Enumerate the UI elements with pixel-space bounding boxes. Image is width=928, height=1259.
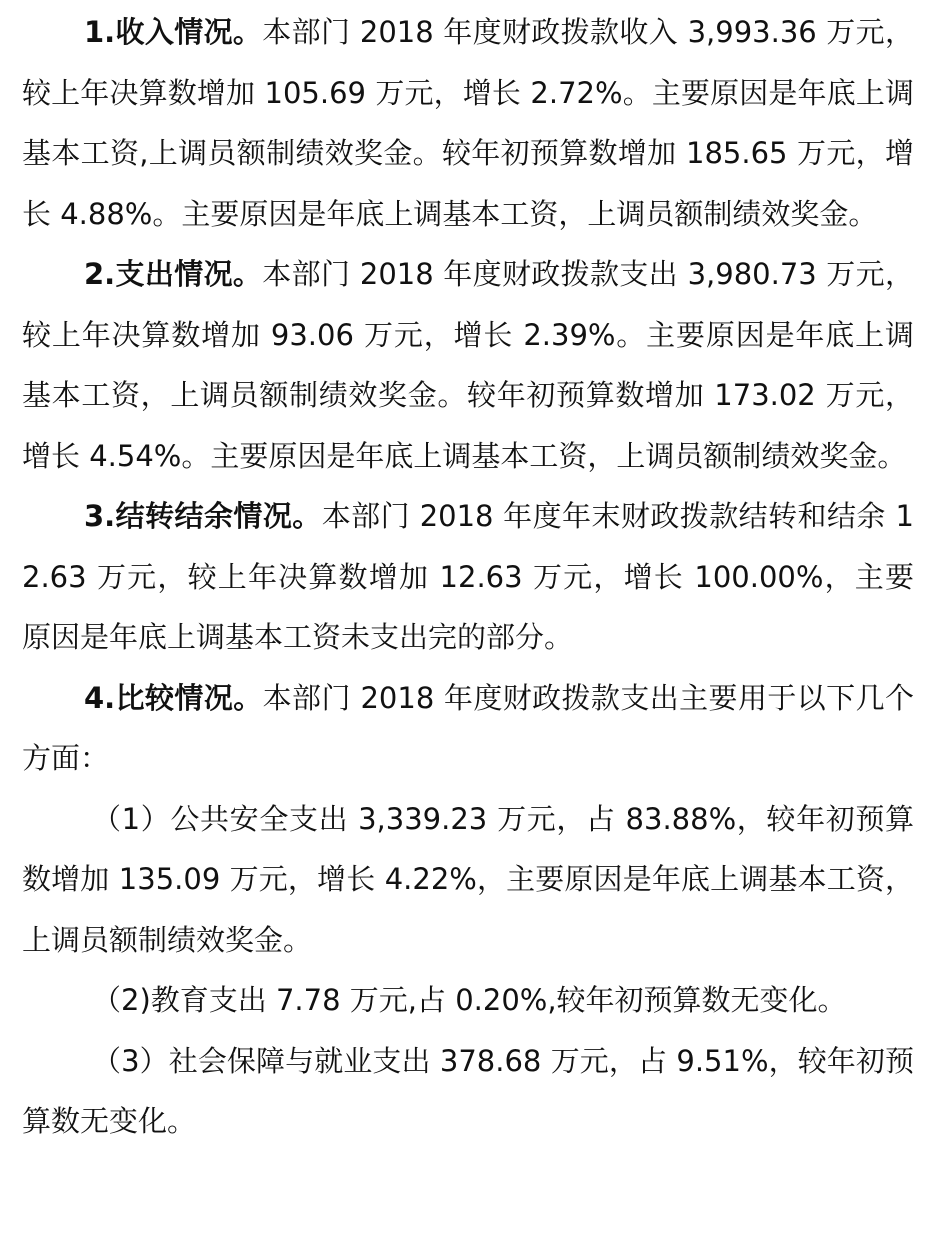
comparison-text: 本部门 2018 年度财政拨款支出主要用于以下几个方面： xyxy=(22,680,914,775)
expenditure-text: 本部门 2018 年度财政拨款支出 3,980.73 万元，较上年决算数增加 93.06 万元，增长 2.39%。主要原因是年底上调基本工资，上调员额制绩效奖金。较年初预算数增加 173.02 万元，增长 4.54%。主要原因是年底上调基本工资，上调员额制绩效奖金。 xyxy=(22,257,914,473)
expenditure-heading: 2.支出情况。 xyxy=(84,257,263,291)
comparison-heading: 4.比较情况。 xyxy=(84,680,263,715)
document-page xyxy=(22,0,914,1152)
social-security-text: （3）社会保障与就业支出 378.68 万元，占 9.51%，较年初预算数无变化。 xyxy=(22,1043,914,1138)
income-heading: 1.收入情况。 xyxy=(84,15,263,49)
paragraph-income xyxy=(22,2,914,244)
public-security-text: （1）公共安全支出 3,339.23 万元，占 83.88%，较年初预算数增加 135.09 万元，增长 4.22%，主要原因是年底上调基本工资，上调员额制绩效奖金。 xyxy=(22,801,914,957)
item-public-security xyxy=(22,789,914,971)
paragraph-carryover xyxy=(22,486,914,668)
item-education xyxy=(22,970,914,1031)
paragraph-expenditure xyxy=(22,244,914,486)
income-text: 本部门 2018 年度财政拨款收入 3,993.36 万元，较上年决算数增加 105.69 万元，增长 2.72%。主要原因是年底上调基本工资,上调员额制绩效奖金。较年初预算数增加 185.65 万元，增长 4.88%。主要原因是年底上调基本工资，上调员额制绩效奖金。 xyxy=(22,15,914,231)
carryover-heading: 3.结转结余情况。 xyxy=(84,499,322,533)
paragraph-comparison xyxy=(22,668,914,789)
carryover-text: 本部门 2018 年度年末财政拨款结转和结余 12.63 万元，较上年决算数增加 12.63 万元，增长 100.00%，主要原因是年底上调基本工资未支出完的部分。 xyxy=(22,499,914,654)
item-social-security xyxy=(22,1031,914,1152)
education-text: （2)教育支出 7.78 万元,占 0.20%,较年初预算数无变化。 xyxy=(92,983,847,1017)
